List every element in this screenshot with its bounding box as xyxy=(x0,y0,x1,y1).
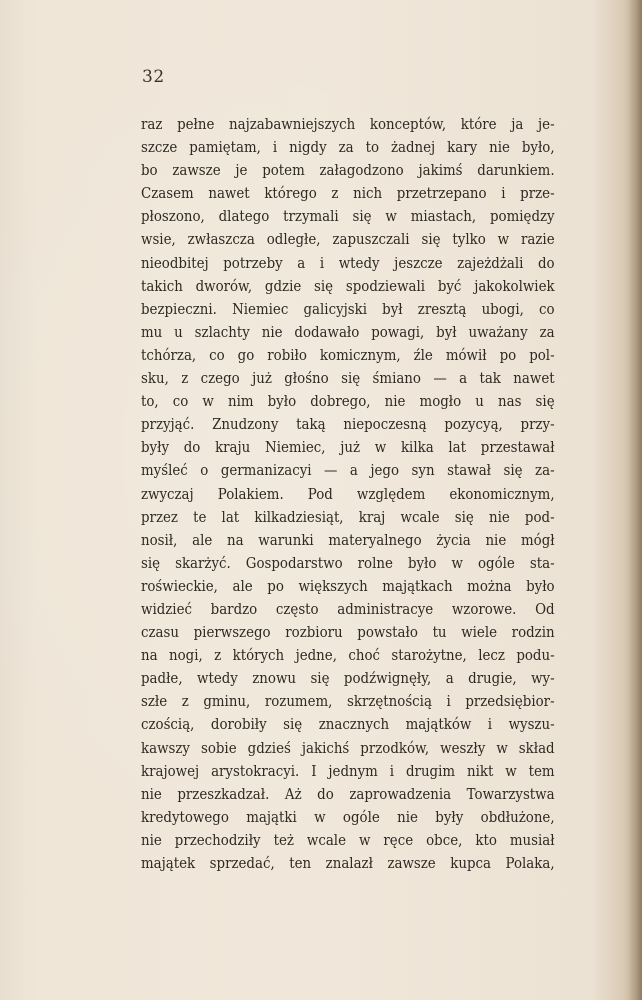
text-line: sku, z czego już głośno się śmiano — a tak nawet xyxy=(141,369,555,388)
text-line: tchórza, co go robiło komicznym, źle mówił po pol- xyxy=(141,345,555,364)
text-line: przyjąć. Znudzony taką niepoczesną pozycyą, przy- xyxy=(141,415,555,434)
text-line: mu u szlachty nie dodawało powagi, był uważany za xyxy=(141,322,555,341)
text-line: wsie, zwłaszcza odległe, zapuszczali się tylko w razie xyxy=(141,230,555,249)
text-line: przez te lat kilkadziesiąt, kraj wcale się nie pod- xyxy=(141,507,555,526)
text-line: szcze pamiętam, i nigdy za to żadnej kary nie było, xyxy=(141,138,555,157)
text-line: takich dworów, gdzie się spodziewali być jakokolwiek xyxy=(141,276,555,295)
text-line: Czasem nawet którego z nich przetrzepano i prze- xyxy=(141,184,555,203)
text-line: raz pełne najzabawniejszych konceptów, które ja je- xyxy=(141,115,555,133)
page-edge-shadow xyxy=(628,0,642,1000)
text-line: majątek sprzedać, ten znalazł zawsze kupca Polaka, xyxy=(141,854,555,872)
text-line: na nogi, z których jedne, choć starożytne, lecz podu- xyxy=(141,646,555,665)
text-line: roświeckie, ale po większych majątkach można było xyxy=(141,576,555,595)
text-line: to, co w nim było dobrego, nie mogło u nas się xyxy=(141,392,555,411)
text-line: czasu pierwszego rozbioru powstało tu wiele rodzin xyxy=(141,623,555,642)
text-line: nie przeszkadzał. Aż do zaprowadzenia Towarzystwa xyxy=(141,784,555,803)
text-line: krajowej arystokracyi. I jednym i drugim nikt w tem xyxy=(141,761,555,780)
text-line: kawszy sobie gdzieś jakichś przodków, weszły w skład xyxy=(141,738,555,757)
text-line: widzieć bardzo często administracye wzorowe. Od xyxy=(141,599,555,618)
body-text xyxy=(141,113,555,875)
text-line: czością, dorobiły się znacznych majątków i wyszu- xyxy=(141,715,555,734)
text-line: płoszono, dlatego trzymali się w miastach, pomiędzy xyxy=(141,207,555,226)
text-line: zwyczaj Polakiem. Pod względem ekonomicznym, xyxy=(141,484,555,503)
text-line: szłe z gminu, rozumem, skrzętnością i przedsiębior- xyxy=(141,692,555,711)
text-line: bezpieczni. Niemiec galicyjski był zresztą ubogi, co xyxy=(141,299,555,318)
text-line: były do kraju Niemiec, już w kilka lat przestawał xyxy=(141,438,555,457)
page-number: 32 xyxy=(142,67,165,87)
text-line: nosił, ale na warunki materyalnego życia nie mógł xyxy=(141,530,555,549)
text-line: nieodbitej potrzeby a i wtedy jeszcze zajeżdżali do xyxy=(141,253,555,272)
text-line: padłe, wtedy znowu się podźwignęły, a drugie, wy- xyxy=(141,669,555,688)
text-line: się skarżyć. Gospodarstwo rolne było w ogóle sta- xyxy=(141,553,555,572)
text-line: nie przechodziły też wcale w ręce obce, kto musiał xyxy=(141,830,555,849)
text-line: bo zawsze je potem załagodzono jakimś darunkiem. xyxy=(141,161,555,180)
text-line: myśleć o germanizacyi — a jego syn stawał się za- xyxy=(141,461,555,480)
text-line: kredytowego majątki w ogóle nie były obdłużone, xyxy=(141,807,555,826)
